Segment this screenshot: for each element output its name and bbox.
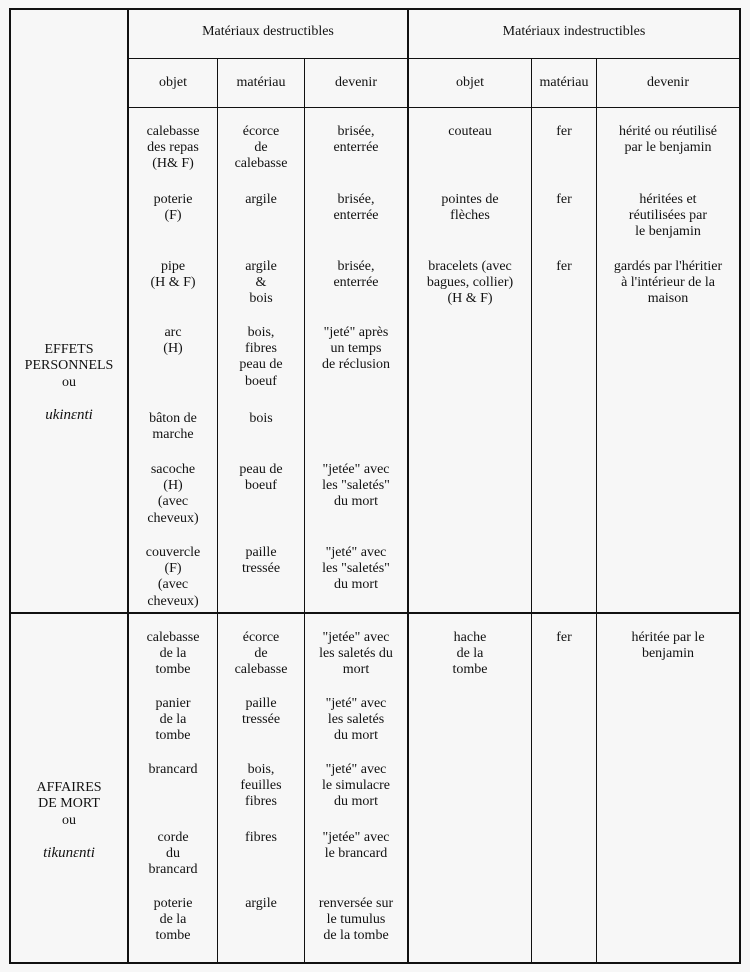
cell-materiau: fer [556,192,572,207]
cell-materiau: paille tressée [241,696,281,728]
divider-materials [407,8,409,964]
cell-devenir: brisée, enterrée [333,124,379,156]
group-label-italic: tikunɛnti [43,845,95,862]
cell-materiau: argile [245,192,277,207]
col-header-i-devenir: devenir [647,75,689,90]
border-right [739,8,741,964]
cell-devenir: hérité ou réutilisé par le benjamin [619,124,717,156]
cell-devenir: renversée sur le tumulus de la tombe [318,896,394,944]
header-divider-1 [128,58,740,59]
cell-objet: poterie (F) [153,192,193,224]
header-divider-2 [128,107,740,108]
col-header-d-materiau: matériau [236,75,286,90]
cell-materiau: fer [556,259,572,274]
cell-objet: hache de la tombe [452,630,488,678]
cell-devenir: "jeté" avec les saletés du mort [325,696,387,744]
group-label-text: EFFETS PERSONNELS ou [24,342,114,390]
cell-objet: bâton de marche [149,411,197,443]
cell-objet: pointes de flèches [441,192,499,224]
col-header-i-materiau: matériau [539,75,589,90]
cell-objet: calebasse de la tombe [146,630,200,678]
cell-devenir: gardés par l'héritier à l'intérieur de la maison [613,259,723,307]
cell-objet: calebasse des repas (H& F) [146,124,200,172]
cell-objet: bracelets (avec bagues, collier) (H & F) [426,259,514,307]
cell-objet: brancard [148,762,198,777]
cell-devenir: "jetée" avec les "saletés" du mort [322,462,390,510]
cell-devenir: "jeté" après un temps de réclusion [321,325,391,373]
cell-objet: couteau [448,124,492,139]
cell-materiau: peau de boeuf [239,462,283,494]
cell-materiau: argile & bois [245,259,277,307]
cell-devenir: "jetée" avec le brancard [322,830,390,862]
cell-materiau: bois, feuilles fibres [240,762,282,810]
header-indestructible: Matériaux indestructibles [502,24,646,39]
cell-materiau: argile [245,896,277,911]
group-label-affaires-de-mort [11,764,127,877]
cell-materiau: fibres [245,830,277,845]
cell-devenir: "jetée" avec les saletés du mort [319,630,393,678]
header-destructible: Matériaux destructibles [202,24,334,39]
cell-materiau: écorce de calebasse [234,630,288,678]
cell-devenir: héritées et réutilisées par le benjamin [628,192,708,240]
cell-objet: poterie de la tombe [153,896,193,944]
cell-objet: couvercle (F) (avec cheveux) [145,545,201,609]
cell-materiau: bois [249,411,273,426]
group-label-text: AFFAIRES DE MORT ou [36,780,102,828]
cell-objet: corde du brancard [148,830,198,878]
cell-materiau: bois, fibres peau de boeuf [239,325,283,389]
cell-devenir: "jeté" avec les "saletés" du mort [322,545,390,593]
cell-materiau: écorce de calebasse [234,124,288,172]
cell-devenir: brisée, enterrée [333,192,379,224]
col-header-d-objet: objet [159,75,187,90]
cell-devenir: héritée par le benjamin [631,630,705,662]
cell-objet: sacoche (H) (avec cheveux) [147,462,199,526]
border-bottom [9,962,741,964]
cell-objet: arc (H) [163,325,183,357]
cell-devenir: "jeté" avec le simulacre du mort [321,762,391,810]
cell-materiau: fer [556,630,572,645]
cell-materiau: paille tressée [241,545,281,577]
border-top [9,8,741,10]
group-divider [9,612,741,614]
col-header-i-objet: objet [456,75,484,90]
cell-objet: pipe (H & F) [150,259,196,291]
group-label-effets-personnels [11,326,127,439]
cell-objet: panier de la tombe [155,696,191,744]
group-label-italic: ukinɛnti [45,407,93,424]
cell-materiau: fer [556,124,572,139]
col-header-d-devenir: devenir [335,75,377,90]
cell-devenir: brisée, enterrée [333,259,379,291]
